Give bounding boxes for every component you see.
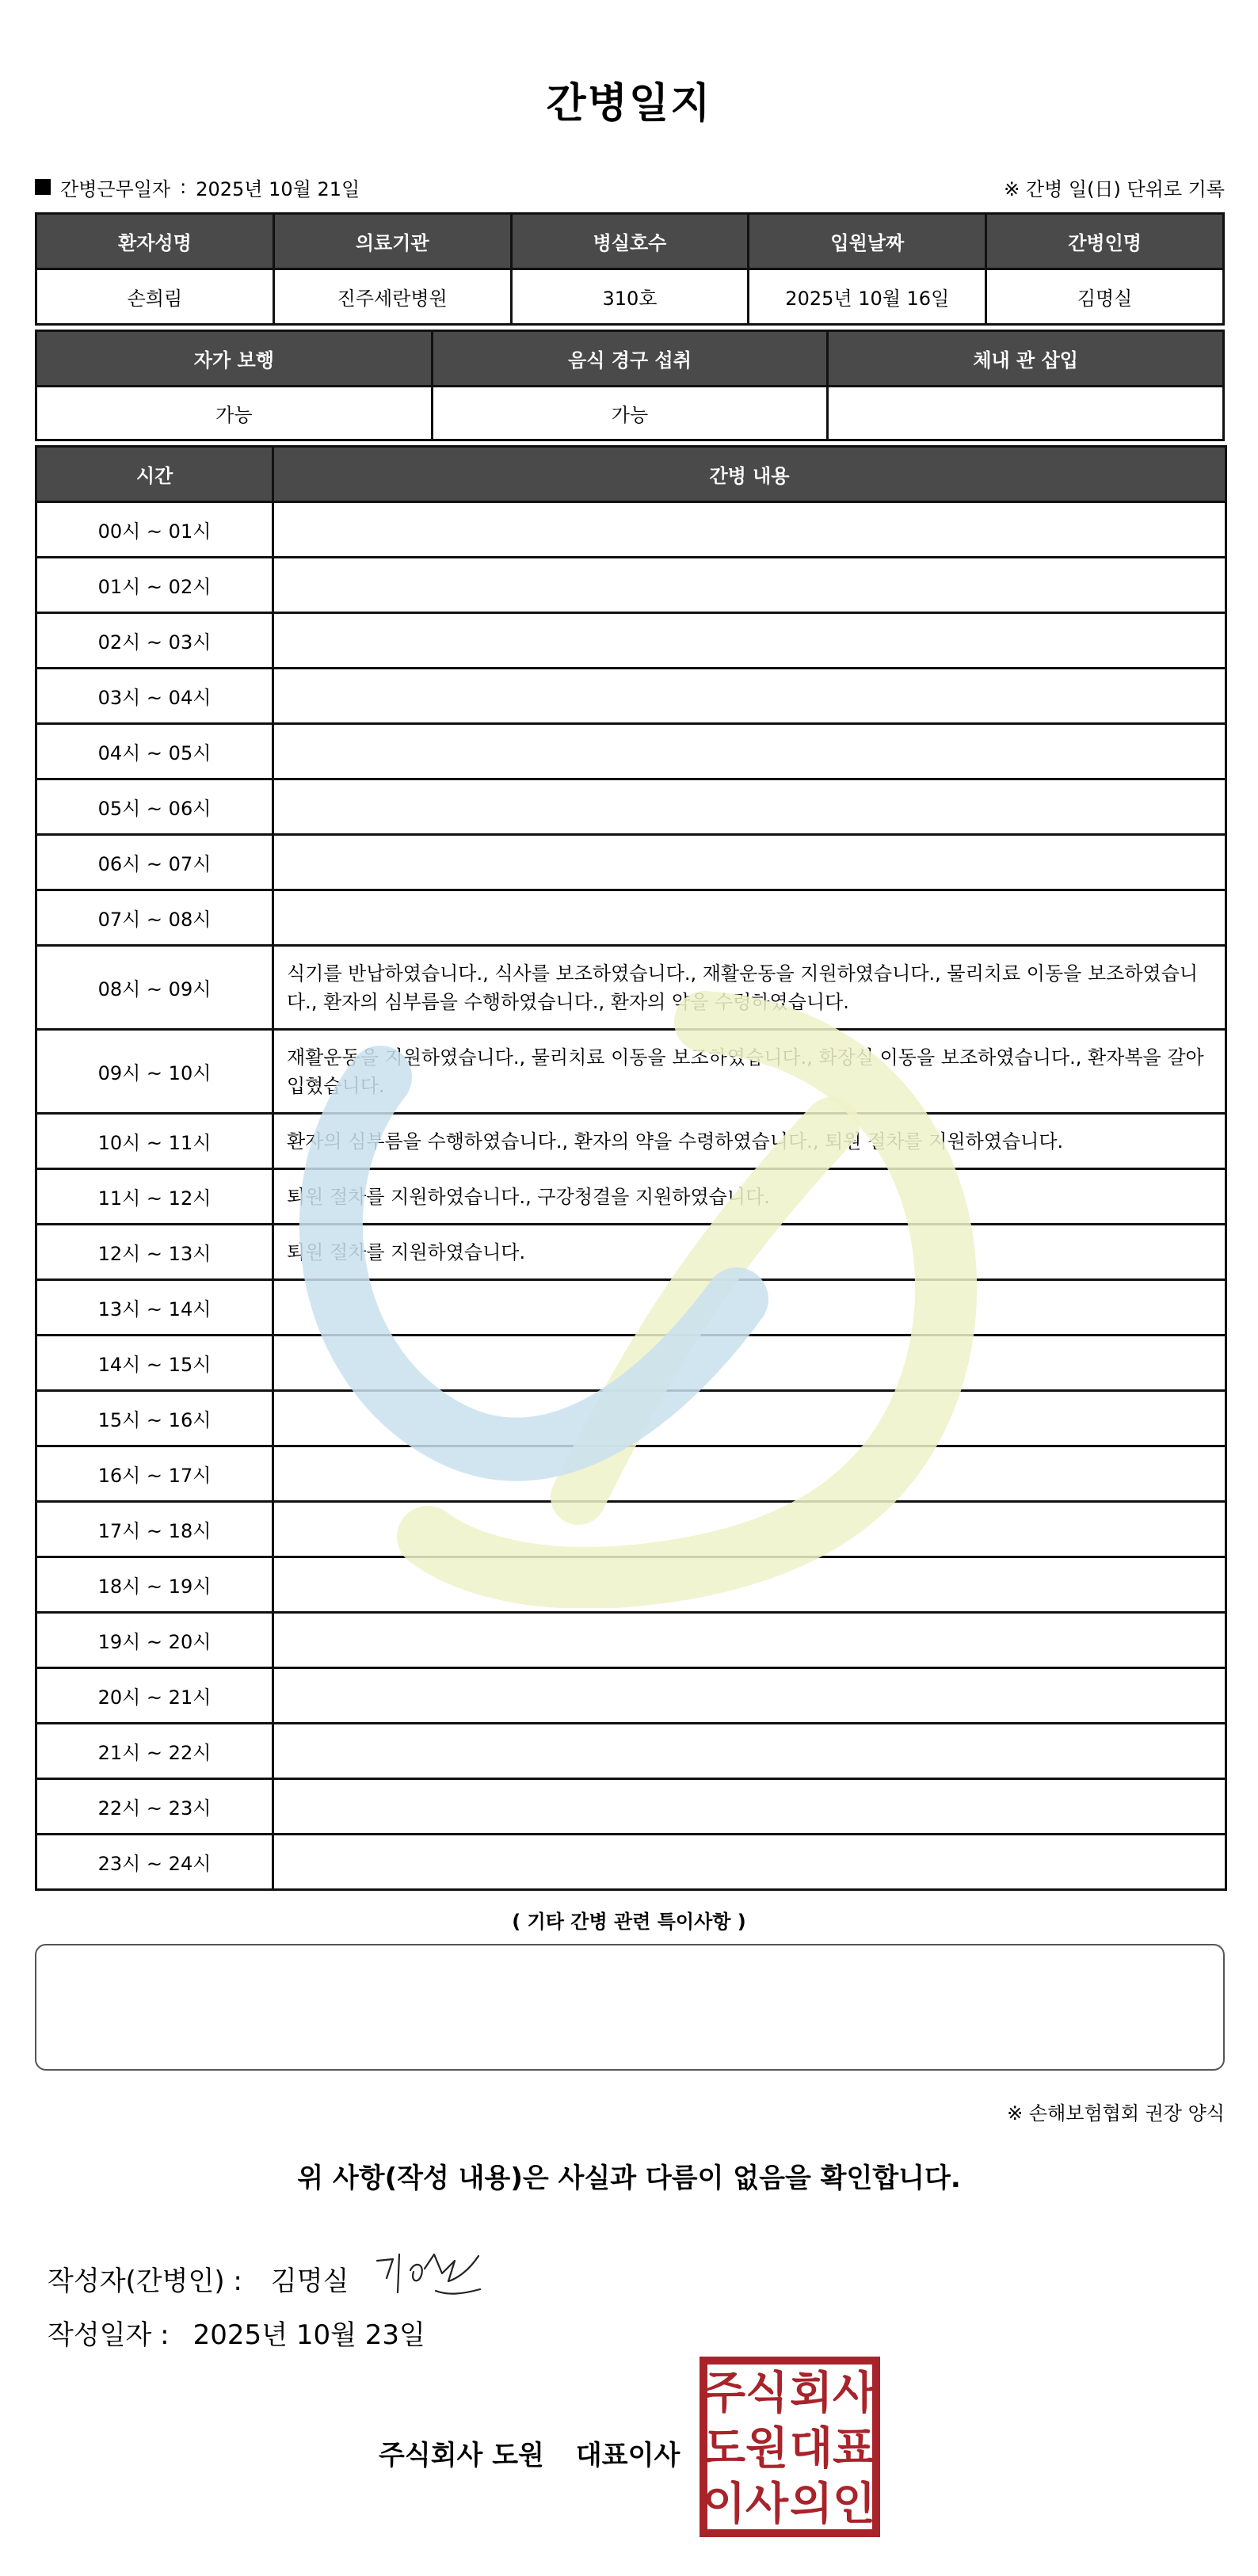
unit-note: ※ 간병 일(日) 단위로 기록 xyxy=(1004,177,1225,200)
condition-value-row xyxy=(36,387,1224,440)
table-row xyxy=(36,1169,1226,1225)
condition-table xyxy=(35,330,1225,441)
svg-text:대: 대 xyxy=(789,2423,833,2475)
table-row xyxy=(36,1835,1226,1890)
svg-text:도: 도 xyxy=(702,2423,746,2475)
content-cell xyxy=(273,1724,1226,1779)
header-hospital: 의료기관 xyxy=(273,214,511,269)
content-cell: 환자의 심부름을 수행하였습니다., 환자의 약을 수령하였습니다., 퇴원 절차를 지원하였습니다. xyxy=(273,1114,1226,1169)
content-cell xyxy=(273,613,1226,669)
svg-text:주: 주 xyxy=(702,2368,746,2419)
content-cell: 재활운동을 지원하였습니다., 물리치료 이동을 보조하였습니다., 화장실 이동을 보조하였습니다., 환자복을 갈아입혔습니다. xyxy=(273,1030,1226,1114)
patient-header-row xyxy=(36,214,1224,269)
svg-text:회: 회 xyxy=(789,2368,833,2419)
content-cell xyxy=(273,669,1226,724)
care-log-table xyxy=(35,445,1227,1891)
svg-text:의: 의 xyxy=(789,2479,833,2530)
time-cell: 11시 ~ 12시 xyxy=(36,1169,273,1225)
work-date xyxy=(35,173,360,201)
table-row xyxy=(36,835,1226,890)
content-cell xyxy=(273,1557,1226,1613)
room-number: 310호 xyxy=(511,269,749,325)
table-row xyxy=(36,1391,1226,1446)
company-seal-icon xyxy=(699,2356,881,2538)
table-row xyxy=(36,669,1226,724)
header-patient-name: 환자성명 xyxy=(36,214,274,269)
written-date-value: 2025년 10월 23일 xyxy=(193,2319,425,2351)
table-row xyxy=(36,1030,1226,1114)
content-cell xyxy=(273,890,1226,946)
signature-icon xyxy=(369,2246,488,2310)
content-cell xyxy=(273,1668,1226,1724)
time-cell: 18시 ~ 19시 xyxy=(36,1557,273,1613)
content-cell: 퇴원 절차를 지원하였습니다. xyxy=(273,1225,1226,1280)
time-cell: 03시 ~ 04시 xyxy=(36,669,273,724)
content-cell xyxy=(273,835,1226,890)
header-walking: 자가 보행 xyxy=(36,331,433,387)
time-cell: 23시 ~ 24시 xyxy=(36,1835,273,1890)
content-cell xyxy=(273,558,1226,613)
table-row xyxy=(36,724,1226,779)
table-row xyxy=(36,1225,1226,1280)
table-row xyxy=(36,1724,1226,1779)
content-cell xyxy=(273,502,1226,558)
writer-name: 김명실 xyxy=(270,2265,349,2297)
content-cell xyxy=(273,1502,1226,1557)
walking-value: 가능 xyxy=(36,387,433,440)
work-date-label: 간병근무일자 xyxy=(60,177,171,200)
company-role: 대표이사 xyxy=(575,2440,680,2471)
table-row xyxy=(36,1557,1226,1613)
page-title: 간병일지 xyxy=(546,80,712,128)
time-cell: 17시 ~ 18시 xyxy=(36,1502,273,1557)
svg-text:사: 사 xyxy=(832,2368,876,2419)
header-time: 시간 xyxy=(36,447,273,502)
time-cell: 06시 ~ 07시 xyxy=(36,835,273,890)
time-cell: 01시 ~ 02시 xyxy=(36,558,273,613)
table-row xyxy=(36,779,1226,835)
time-cell: 21시 ~ 22시 xyxy=(36,1724,273,1779)
svg-text:이: 이 xyxy=(702,2479,746,2530)
header-oral-intake: 음식 경구 섭취 xyxy=(432,331,828,387)
notes-title: ( 기타 간병 관련 특이사항 ) xyxy=(512,1911,746,1933)
work-date-value: 2025년 10월 21일 xyxy=(196,177,360,200)
svg-text:사: 사 xyxy=(745,2479,789,2530)
patient-name: 손희림 xyxy=(36,269,274,325)
content-cell xyxy=(273,724,1226,779)
writer-label: 작성자(간병인) : xyxy=(48,2265,242,2297)
table-row xyxy=(36,1336,1226,1391)
table-row xyxy=(36,946,1226,1030)
written-date-label: 작성일자 : xyxy=(48,2319,170,2351)
patient-info-table xyxy=(35,212,1225,326)
work-date-separator: : xyxy=(180,176,187,198)
content-cell xyxy=(273,1835,1226,1890)
svg-text:식: 식 xyxy=(745,2368,789,2419)
time-cell: 20시 ~ 21시 xyxy=(36,1668,273,1724)
header-care-content: 간병 내용 xyxy=(273,447,1226,502)
admission-date: 2025년 10월 16일 xyxy=(749,269,986,325)
content-cell xyxy=(273,1336,1226,1391)
condition-header-row xyxy=(36,331,1224,387)
company-line xyxy=(379,2433,680,2472)
table-row xyxy=(36,1114,1226,1169)
time-cell: 10시 ~ 11시 xyxy=(36,1114,273,1169)
time-cell: 16시 ~ 17시 xyxy=(36,1446,273,1502)
time-cell: 15시 ~ 16시 xyxy=(36,1391,273,1446)
header-tube-insertion: 체내 관 삽입 xyxy=(828,331,1224,387)
meta-row xyxy=(35,171,1225,203)
writer-line xyxy=(48,2246,488,2310)
recommend-note: ※ 손해보험협회 권장 양식 xyxy=(1007,2102,1225,2124)
time-cell: 07시 ~ 08시 xyxy=(36,890,273,946)
time-cell: 05시 ~ 06시 xyxy=(36,779,273,835)
tube-insertion-value xyxy=(828,387,1224,440)
log-header-row xyxy=(36,447,1226,502)
time-cell: 19시 ~ 20시 xyxy=(36,1613,273,1668)
time-cell: 08시 ~ 09시 xyxy=(36,946,273,1030)
content-cell xyxy=(273,779,1226,835)
header-room: 병실호수 xyxy=(511,214,749,269)
svg-text:원: 원 xyxy=(745,2423,789,2475)
content-cell: 식기를 반납하였습니다., 식사를 보조하였습니다., 재활운동을 지원하였습니다., 물리치료 이동을 보조하였습니다., 환자의 심부름을 수행하였습니다., 환자의 약을 수령하였습니다. xyxy=(273,946,1226,1030)
time-cell: 22시 ~ 23시 xyxy=(36,1779,273,1835)
confirm-statement: 위 사항(작성 내용)은 사실과 다름이 없음을 확인합니다. xyxy=(297,2163,961,2194)
content-cell xyxy=(273,1779,1226,1835)
content-cell xyxy=(273,1613,1226,1668)
table-row xyxy=(36,1779,1226,1835)
table-row xyxy=(36,502,1226,558)
content-cell xyxy=(273,1280,1226,1336)
time-cell: 02시 ~ 03시 xyxy=(36,613,273,669)
svg-text:인: 인 xyxy=(832,2479,876,2530)
time-cell: 04시 ~ 05시 xyxy=(36,724,273,779)
time-cell: 00시 ~ 01시 xyxy=(36,502,273,558)
written-date-line xyxy=(48,2313,425,2352)
table-row xyxy=(36,1280,1226,1336)
content-cell xyxy=(273,1446,1226,1502)
table-row xyxy=(36,558,1226,613)
patient-value-row xyxy=(36,269,1224,325)
table-row xyxy=(36,613,1226,669)
header-caregiver: 간병인명 xyxy=(986,214,1224,269)
notes-box xyxy=(35,1944,1225,2071)
content-cell: 퇴원 절차를 지원하였습니다., 구강청결을 지원하였습니다. xyxy=(273,1169,1226,1225)
svg-text:표: 표 xyxy=(832,2423,876,2475)
time-cell: 12시 ~ 13시 xyxy=(36,1225,273,1280)
table-row xyxy=(36,890,1226,946)
caregiver-name: 김명실 xyxy=(986,269,1224,325)
table-row xyxy=(36,1502,1226,1557)
time-cell: 13시 ~ 14시 xyxy=(36,1280,273,1336)
header-admission-date: 입원날짜 xyxy=(749,214,986,269)
content-cell xyxy=(273,1391,1226,1446)
table-row xyxy=(36,1446,1226,1502)
time-cell: 09시 ~ 10시 xyxy=(36,1030,273,1114)
company-name: 주식회사 도원 xyxy=(379,2440,544,2471)
oral-intake-value: 가능 xyxy=(432,387,828,440)
table-row xyxy=(36,1613,1226,1668)
square-bullet-icon xyxy=(35,179,51,195)
hospital-name: 진주세란병원 xyxy=(273,269,511,325)
table-row xyxy=(36,1668,1226,1724)
time-cell: 14시 ~ 15시 xyxy=(36,1336,273,1391)
